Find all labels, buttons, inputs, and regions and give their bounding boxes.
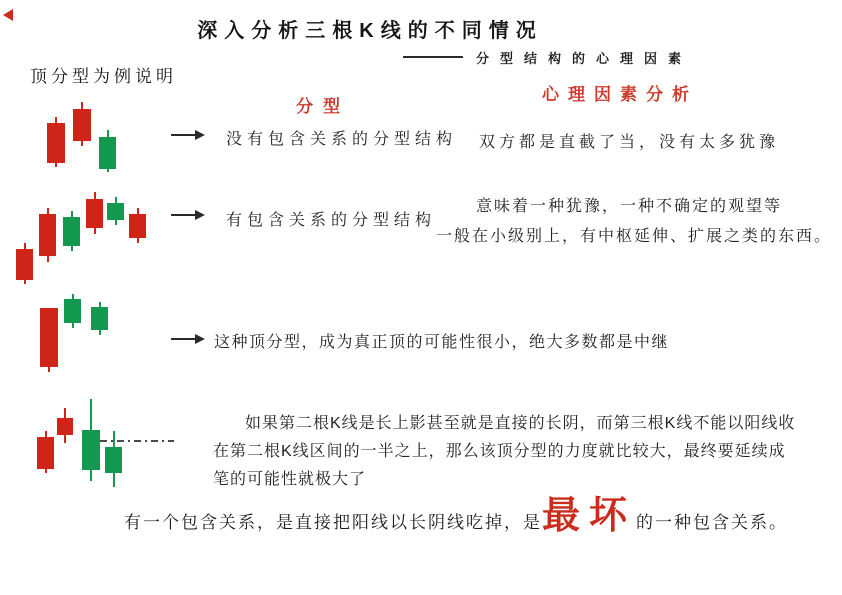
candle-body xyxy=(105,447,122,473)
half-level-dashdot-line xyxy=(100,440,174,442)
candle-body xyxy=(129,214,146,238)
row3-text: 这种顶分型，成为真正顶的可能性很小，绝大多数都是中继 xyxy=(214,334,670,351)
paragraph-line: 如果第二根K线是长上影甚至就是直接的长阴，而第三根K线不能以阳线收 xyxy=(245,415,796,432)
candle-body xyxy=(39,214,56,256)
arrow-icon xyxy=(171,214,197,216)
candle-body xyxy=(82,430,100,470)
column-heading-fractal: 分型 xyxy=(296,97,350,116)
arrow-icon xyxy=(171,338,197,340)
bottom-highlight: 最坏 xyxy=(542,495,637,537)
example-label: 顶分型为例说明 xyxy=(30,67,177,86)
candle-body xyxy=(107,203,124,220)
candle-body xyxy=(57,418,73,435)
candle-body xyxy=(47,123,65,163)
page-title: 深入分析三根K线的不同情况 xyxy=(197,20,543,42)
paragraph xyxy=(213,410,838,494)
column-heading-psychology: 心理因素分析 xyxy=(542,85,698,104)
bottom-sentence xyxy=(124,494,788,546)
row2-psych-text-line1: 意味着一种犹豫，一种不确定的观望等 xyxy=(476,198,783,215)
candle-body xyxy=(63,217,80,246)
candle-body xyxy=(99,137,116,169)
corner-red-mark-icon xyxy=(3,9,13,21)
subtitle-dash xyxy=(403,56,463,58)
candle-body xyxy=(40,308,58,367)
row2-fractal-text: 有包含关系的分型结构 xyxy=(226,212,437,229)
row1-fractal-text: 没有包含关系的分型结构 xyxy=(226,131,458,148)
bottom-prefix: 有一个包含关系，是直接把阳线以长阴线吃掉，是 xyxy=(124,513,542,532)
paragraph-line: 笔的可能性就极大了 xyxy=(213,471,367,488)
paragraph-line: 在第二根K线区间的一半之上，那么该顶分型的力度就比较大，最终要延续成 xyxy=(213,443,786,460)
candle-body xyxy=(73,109,91,141)
candle-body xyxy=(16,249,33,280)
arrow-icon xyxy=(171,134,197,136)
row1-psych-text: 双方都是直截了当，没有太多犹豫 xyxy=(479,134,780,151)
candle-body xyxy=(91,307,108,330)
page-subtitle: 分型结构的心理因素 xyxy=(476,51,693,66)
candle-body xyxy=(37,437,54,469)
bottom-suffix: 的一种包含关系。 xyxy=(636,513,789,532)
candle-body xyxy=(64,299,81,323)
candle-body xyxy=(86,199,103,228)
row2-psych-text-line2: 一般在小级别上，有中枢延伸、扩展之类的东西。 xyxy=(436,228,833,245)
